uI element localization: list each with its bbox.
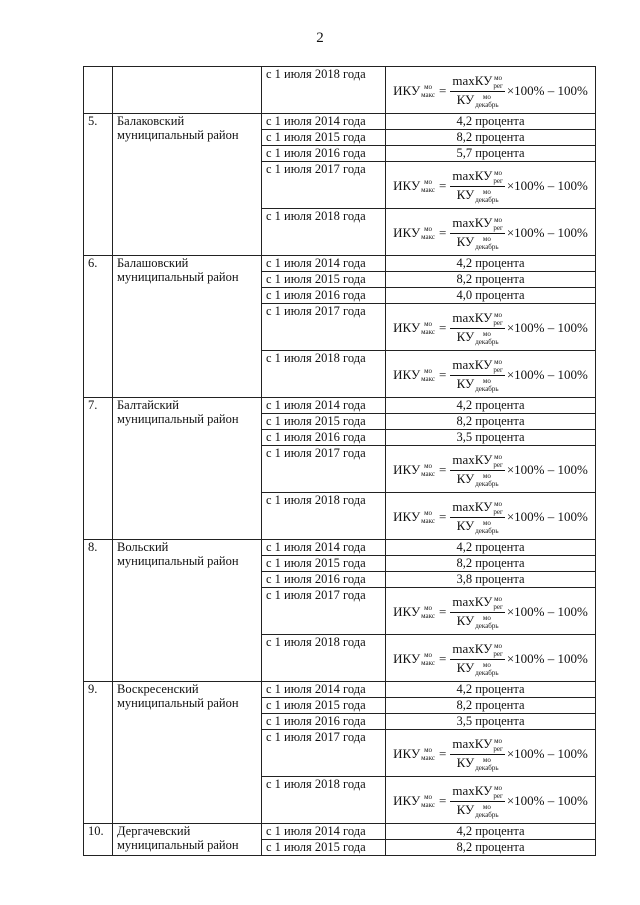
formula-num-sup: мо	[494, 357, 503, 366]
formula-num-base: maxКУ	[452, 167, 493, 183]
formula-lhs-sub: макс	[421, 659, 435, 667]
formula-den-sub: декабрь	[475, 337, 499, 346]
formula-denominator	[457, 755, 499, 772]
formula-fraction	[450, 74, 504, 109]
formula-tail: ×100% – 100%	[506, 83, 588, 98]
table-row	[84, 67, 596, 114]
formula-denominator	[457, 518, 499, 535]
effective-date: с 1 июля 2018 года	[262, 67, 386, 114]
formula-den-sub: декабрь	[475, 100, 499, 109]
formula-lhs-base: ИКУ	[393, 462, 421, 477]
row-number: 8.	[84, 540, 113, 682]
formula-den-sup: мо	[482, 518, 491, 527]
formula-denominator	[457, 376, 499, 393]
formula-lhs-indices	[421, 320, 435, 336]
effective-date: с 1 июля 2015 года	[262, 272, 386, 288]
formula-cell	[386, 588, 596, 635]
formula-num-indices	[493, 453, 502, 469]
row-number: 6.	[84, 256, 113, 398]
effective-date: с 1 июля 2016 года	[262, 430, 386, 446]
formula-numerator	[450, 453, 504, 471]
formula-cell	[386, 493, 596, 540]
formula-den-indices	[475, 330, 498, 346]
effective-date: с 1 июля 2018 года	[262, 635, 386, 682]
formula-den-sup: мо	[482, 802, 491, 811]
formula-cell	[386, 67, 596, 114]
formula-den-sub: декабрь	[475, 763, 499, 772]
formula-den-base: КУ	[456, 659, 475, 675]
formula-fraction	[450, 737, 504, 772]
row-number: 10.	[84, 824, 113, 856]
formula-num-sup: мо	[494, 499, 503, 508]
row-number: 7.	[84, 398, 113, 540]
formula-lhs-sup: мо	[424, 462, 433, 470]
effective-date: с 1 июля 2017 года	[262, 162, 386, 209]
formula-equals: =	[439, 83, 447, 98]
formula-lhs-sup: мо	[424, 83, 433, 91]
increase-value: 4,2 процента	[386, 114, 596, 130]
formula-num-indices	[493, 216, 502, 232]
formula-tail: ×100% – 100%	[506, 320, 588, 335]
formula-lhs-sub: макс	[421, 754, 435, 762]
effective-date: с 1 июля 2017 года	[262, 730, 386, 777]
formula-den-sup: мо	[482, 376, 491, 385]
formula-den-indices	[475, 756, 498, 772]
formula-cell	[386, 162, 596, 209]
increase-value: 4,2 процента	[386, 398, 596, 414]
formula-lhs-base: ИКУ	[393, 320, 421, 335]
increase-value: 3,8 процента	[386, 572, 596, 588]
formula-num-sub: рег	[493, 318, 503, 327]
effective-date: с 1 июля 2018 года	[262, 209, 386, 256]
increase-value: 4,2 процента	[386, 256, 596, 272]
effective-date: с 1 июля 2015 года	[262, 130, 386, 146]
formula-cell	[386, 209, 596, 256]
formula-equals: =	[439, 225, 447, 240]
formula-tail: ×100% – 100%	[506, 225, 588, 240]
formula-den-sub: декабрь	[475, 384, 499, 393]
row-number: 9.	[84, 682, 113, 824]
formula-den-base: КУ	[456, 801, 475, 817]
formula-num-indices	[493, 169, 502, 185]
formula-fraction	[450, 642, 504, 677]
formula-den-indices	[475, 377, 498, 393]
formula-equals: =	[439, 604, 447, 619]
district-name: Воскресенский муниципальный район	[113, 682, 262, 824]
formula-lhs-indices	[421, 746, 435, 762]
increase-value: 4,0 процента	[386, 288, 596, 304]
table-row	[84, 824, 596, 840]
increase-value: 4,2 процента	[386, 540, 596, 556]
formula-den-sub: декабрь	[475, 668, 499, 677]
formula-num-sup: мо	[494, 215, 503, 224]
formula-lhs-sub: макс	[421, 517, 435, 525]
formula-den-indices	[475, 93, 498, 109]
district-name	[113, 67, 262, 114]
tariff-table	[83, 66, 596, 856]
formula-den-base: КУ	[456, 754, 475, 770]
increase-value: 5,7 процента	[386, 146, 596, 162]
formula	[390, 69, 591, 113]
formula-lhs-base: ИКУ	[393, 367, 421, 382]
effective-date: с 1 июля 2014 года	[262, 540, 386, 556]
formula-denominator	[457, 329, 499, 346]
formula-den-sup: мо	[482, 755, 491, 764]
formula-numerator	[450, 216, 504, 234]
district-name: Балтайский муниципальный район	[113, 398, 262, 540]
formula-den-sub: декабрь	[475, 242, 499, 251]
formula-num-sub: рег	[493, 602, 503, 611]
formula-lhs-sub: макс	[421, 801, 435, 809]
formula-lhs	[393, 509, 435, 525]
effective-date: с 1 июля 2016 года	[262, 572, 386, 588]
formula-numerator	[450, 737, 504, 755]
formula-lhs-indices	[421, 178, 435, 194]
increase-value: 4,2 процента	[386, 824, 596, 840]
formula	[390, 211, 591, 255]
table-row	[84, 398, 596, 414]
formula-lhs-base: ИКУ	[393, 83, 421, 98]
formula-lhs-indices	[421, 793, 435, 809]
formula-fraction	[450, 453, 504, 488]
table-row	[84, 682, 596, 698]
formula	[390, 779, 591, 823]
formula-den-sup: мо	[482, 187, 491, 196]
formula-den-indices	[475, 803, 498, 819]
formula	[390, 306, 591, 350]
effective-date: с 1 июля 2016 года	[262, 288, 386, 304]
formula-num-indices	[493, 358, 502, 374]
formula-den-sub: декабрь	[475, 195, 499, 204]
formula-fraction	[450, 784, 504, 819]
formula-denominator	[457, 660, 499, 677]
formula-num-sup: мо	[494, 168, 503, 177]
effective-date: с 1 июля 2018 года	[262, 351, 386, 398]
formula-den-base: КУ	[456, 186, 475, 202]
district-name: Балашовский муниципальный район	[113, 256, 262, 398]
formula-num-sup: мо	[494, 641, 503, 650]
formula-lhs	[393, 746, 435, 762]
formula-lhs-base: ИКУ	[393, 746, 421, 761]
formula	[390, 164, 591, 208]
row-number	[84, 67, 113, 114]
formula-lhs	[393, 651, 435, 667]
formula-den-base: КУ	[456, 517, 475, 533]
formula	[390, 590, 591, 634]
formula-lhs-sup: мо	[424, 225, 433, 233]
formula-numerator	[450, 74, 504, 92]
formula-num-indices	[493, 737, 502, 753]
formula-den-base: КУ	[456, 328, 475, 344]
formula-numerator	[450, 500, 504, 518]
table-row	[84, 114, 596, 130]
formula-den-sub: декабрь	[475, 810, 499, 819]
formula-lhs-indices	[421, 83, 435, 99]
formula-den-indices	[475, 614, 498, 630]
formula-den-sup: мо	[482, 613, 491, 622]
formula-lhs-indices	[421, 604, 435, 620]
formula-equals: =	[439, 320, 447, 335]
formula-num-sup: мо	[494, 736, 503, 745]
formula-num-indices	[493, 642, 502, 658]
table-row	[84, 540, 596, 556]
formula-num-indices	[493, 311, 502, 327]
formula-den-sup: мо	[482, 660, 491, 669]
formula-den-indices	[475, 472, 498, 488]
formula-tail: ×100% – 100%	[506, 604, 588, 619]
formula-numerator	[450, 169, 504, 187]
formula-lhs-sub: макс	[421, 233, 435, 241]
formula-tail: ×100% – 100%	[506, 746, 588, 761]
effective-date: с 1 июля 2014 года	[262, 682, 386, 698]
formula-den-base: КУ	[456, 233, 475, 249]
formula-den-indices	[475, 661, 498, 677]
formula-lhs-base: ИКУ	[393, 651, 421, 666]
formula-num-indices	[493, 74, 502, 90]
formula-tail: ×100% – 100%	[506, 178, 588, 193]
increase-value: 4,2 процента	[386, 682, 596, 698]
formula-numerator	[450, 358, 504, 376]
formula-equals: =	[439, 651, 447, 666]
formula-cell	[386, 446, 596, 493]
formula	[390, 637, 591, 681]
effective-date: с 1 июля 2016 года	[262, 714, 386, 730]
increase-value: 8,2 процента	[386, 840, 596, 856]
formula-lhs-sup: мо	[424, 793, 433, 801]
formula-num-sup: мо	[494, 452, 503, 461]
page-number: 2	[316, 30, 324, 46]
formula	[390, 495, 591, 539]
district-name: Вольский муниципальный район	[113, 540, 262, 682]
effective-date: с 1 июля 2015 года	[262, 840, 386, 856]
formula-den-base: КУ	[456, 470, 475, 486]
formula-num-base: maxКУ	[452, 451, 493, 467]
formula-lhs-base: ИКУ	[393, 178, 421, 193]
formula-lhs	[393, 793, 435, 809]
increase-value: 8,2 процента	[386, 130, 596, 146]
formula-tail: ×100% – 100%	[506, 651, 588, 666]
effective-date: с 1 июля 2014 года	[262, 824, 386, 840]
increase-value: 3,5 процента	[386, 430, 596, 446]
formula-tail: ×100% – 100%	[506, 367, 588, 382]
formula-lhs-sup: мо	[424, 178, 433, 186]
formula-cell	[386, 730, 596, 777]
formula-cell	[386, 304, 596, 351]
formula-lhs-indices	[421, 367, 435, 383]
increase-value: 8,2 процента	[386, 556, 596, 572]
formula-num-sub: рег	[493, 507, 503, 516]
formula-tail: ×100% – 100%	[506, 793, 588, 808]
formula-denominator	[457, 92, 499, 109]
formula-den-base: КУ	[456, 91, 475, 107]
formula-cell	[386, 351, 596, 398]
formula-num-sup: мо	[494, 310, 503, 319]
formula-lhs-sub: макс	[421, 186, 435, 194]
formula-equals: =	[439, 509, 447, 524]
district-name: Дергачевский муниципальный район	[113, 824, 262, 856]
formula-fraction	[450, 595, 504, 630]
formula-den-indices	[475, 235, 498, 251]
formula-numerator	[450, 311, 504, 329]
formula-cell	[386, 777, 596, 824]
formula-den-sub: декабрь	[475, 479, 499, 488]
formula-num-base: maxКУ	[452, 782, 493, 798]
formula-num-sub: рег	[493, 791, 503, 800]
effective-date: с 1 июля 2017 года	[262, 446, 386, 493]
formula-lhs	[393, 462, 435, 478]
increase-value: 8,2 процента	[386, 414, 596, 430]
formula-num-indices	[493, 500, 502, 516]
effective-date: с 1 июля 2015 года	[262, 556, 386, 572]
formula-numerator	[450, 784, 504, 802]
formula-lhs-indices	[421, 509, 435, 525]
formula-num-base: maxКУ	[452, 735, 493, 751]
formula-den-base: КУ	[456, 612, 475, 628]
formula-num-base: maxКУ	[452, 640, 493, 656]
formula-num-sup: мо	[494, 594, 503, 603]
formula-lhs	[393, 83, 435, 99]
formula-denominator	[457, 613, 499, 630]
formula-den-sub: декабрь	[475, 621, 499, 630]
formula-equals: =	[439, 367, 447, 382]
formula-equals: =	[439, 746, 447, 761]
formula-num-base: maxКУ	[452, 356, 493, 372]
district-name: Балаковский муниципальный район	[113, 114, 262, 256]
formula-num-sub: рег	[493, 744, 503, 753]
formula-lhs-base: ИКУ	[393, 509, 421, 524]
formula-num-base: maxКУ	[452, 72, 493, 88]
formula-fraction	[450, 358, 504, 393]
formula-lhs-base: ИКУ	[393, 225, 421, 240]
increase-value: 3,5 процента	[386, 714, 596, 730]
formula-num-base: maxКУ	[452, 214, 493, 230]
formula-numerator	[450, 595, 504, 613]
formula-den-sup: мо	[482, 329, 491, 338]
formula-fraction	[450, 500, 504, 535]
formula-den-base: КУ	[456, 375, 475, 391]
effective-date: с 1 июля 2018 года	[262, 777, 386, 824]
formula-num-sub: рег	[493, 223, 503, 232]
formula-lhs-sub: макс	[421, 375, 435, 383]
effective-date: с 1 июля 2014 года	[262, 398, 386, 414]
formula-lhs-sup: мо	[424, 320, 433, 328]
effective-date: с 1 июля 2017 года	[262, 304, 386, 351]
formula-num-indices	[493, 784, 502, 800]
formula-denominator	[457, 187, 499, 204]
formula-lhs-sup: мо	[424, 367, 433, 375]
formula-den-sup: мо	[482, 471, 491, 480]
table-row	[84, 256, 596, 272]
formula-lhs-sup: мо	[424, 746, 433, 754]
effective-date: с 1 июля 2018 года	[262, 493, 386, 540]
effective-date: с 1 июля 2016 года	[262, 146, 386, 162]
formula-fraction	[450, 169, 504, 204]
formula-num-base: maxКУ	[452, 309, 493, 325]
formula-den-sub: декабрь	[475, 526, 499, 535]
formula-num-sub: рег	[493, 176, 503, 185]
formula-tail: ×100% – 100%	[506, 509, 588, 524]
effective-date: с 1 июля 2015 года	[262, 414, 386, 430]
formula-lhs-sub: макс	[421, 328, 435, 336]
row-number: 5.	[84, 114, 113, 256]
effective-date: с 1 июля 2015 года	[262, 698, 386, 714]
formula-lhs-base: ИКУ	[393, 604, 421, 619]
formula-num-sub: рег	[493, 460, 503, 469]
formula-equals: =	[439, 793, 447, 808]
formula-num-sub: рег	[493, 81, 503, 90]
formula-lhs	[393, 320, 435, 336]
formula-den-sup: мо	[482, 234, 491, 243]
formula-lhs-indices	[421, 651, 435, 667]
formula-denominator	[457, 234, 499, 251]
formula-num-base: maxКУ	[452, 593, 493, 609]
formula-lhs	[393, 604, 435, 620]
formula-num-indices	[493, 595, 502, 611]
formula-lhs-base: ИКУ	[393, 793, 421, 808]
formula	[390, 353, 591, 397]
formula-lhs-sup: мо	[424, 509, 433, 517]
formula-lhs-sub: макс	[421, 91, 435, 99]
formula-num-sup: мо	[494, 73, 503, 82]
formula-lhs	[393, 367, 435, 383]
increase-value: 8,2 процента	[386, 698, 596, 714]
formula-fraction	[450, 311, 504, 346]
formula-lhs-sub: макс	[421, 612, 435, 620]
formula-num-sup: мо	[494, 783, 503, 792]
formula-lhs	[393, 178, 435, 194]
formula-lhs-sub: макс	[421, 470, 435, 478]
formula-lhs	[393, 225, 435, 241]
formula-fraction	[450, 216, 504, 251]
formula-num-base: maxКУ	[452, 498, 493, 514]
formula-num-sub: рег	[493, 649, 503, 658]
formula-lhs-sup: мо	[424, 651, 433, 659]
formula-numerator	[450, 642, 504, 660]
effective-date: с 1 июля 2014 года	[262, 114, 386, 130]
formula-equals: =	[439, 462, 447, 477]
formula-denominator	[457, 802, 499, 819]
increase-value: 8,2 процента	[386, 272, 596, 288]
formula-lhs-indices	[421, 225, 435, 241]
formula-lhs-sup: мо	[424, 604, 433, 612]
effective-date: с 1 июля 2017 года	[262, 588, 386, 635]
formula-den-indices	[475, 519, 498, 535]
formula-denominator	[457, 471, 499, 488]
formula-equals: =	[439, 178, 447, 193]
formula	[390, 732, 591, 776]
formula-den-indices	[475, 188, 498, 204]
formula-lhs-indices	[421, 462, 435, 478]
effective-date: с 1 июля 2014 года	[262, 256, 386, 272]
formula-den-sup: мо	[482, 92, 491, 101]
formula	[390, 448, 591, 492]
formula-tail: ×100% – 100%	[506, 462, 588, 477]
formula-num-sub: рег	[493, 365, 503, 374]
formula-cell	[386, 635, 596, 682]
